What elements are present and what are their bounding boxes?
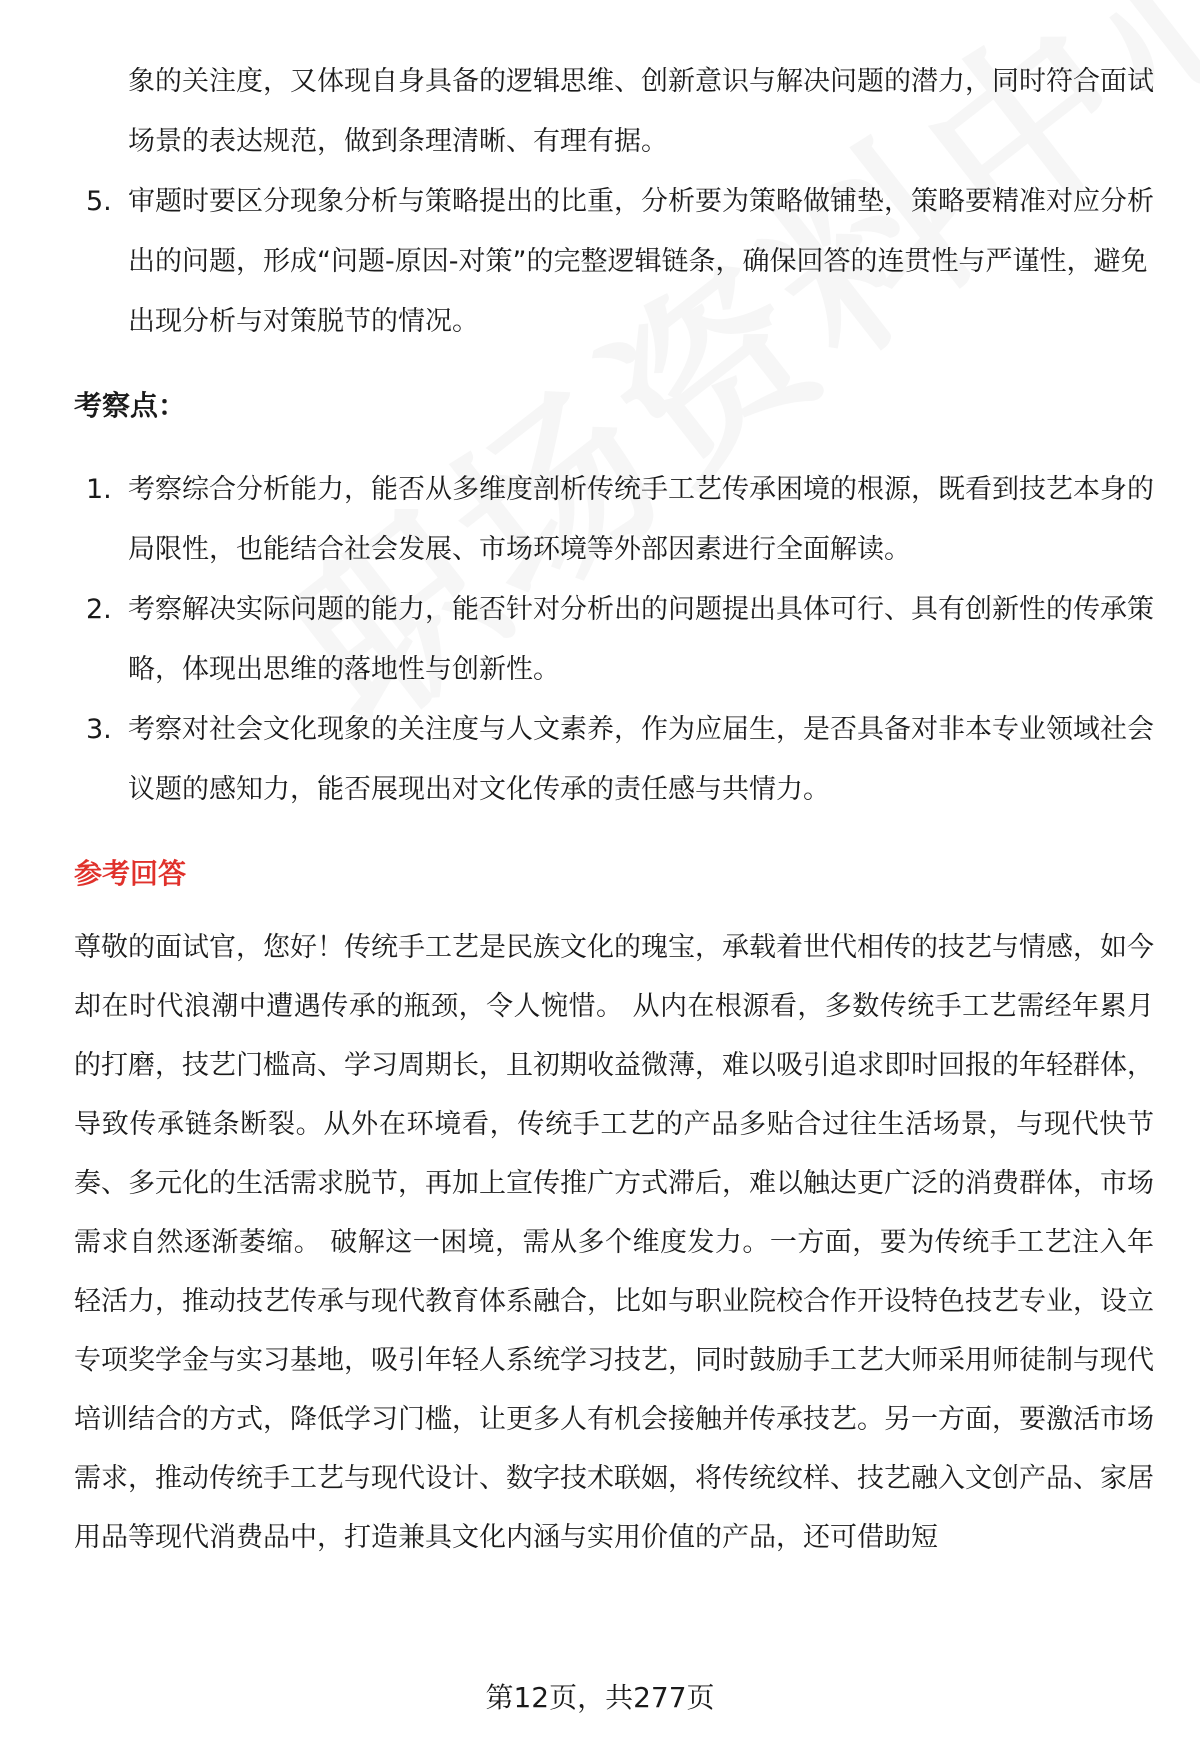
list-item xyxy=(74,52,1154,172)
list-item-text: 审题时要区分现象分析与策略提出的比重，分析要为策略做铺垫，策略要精准对应分析出的问题，形成“问题-原因-对策”的完整逻辑链条，确保回答的连贯性与严谨性，避免出现分析与对策脱节的情况。 xyxy=(128,186,1154,337)
list-item xyxy=(74,700,1154,820)
list-item-text: 考察对社会文化现象的关注度与人文素养，作为应届生，是否具备对非本专业领域社会议题的感知力，能否展现出对文化传承的责任感与共情力。 xyxy=(128,714,1154,805)
exam-points-heading: 考察点： xyxy=(74,389,187,422)
list-item-text: 考察综合分析能力，能否从多维度剖析传统手工艺传承困境的根源，既看到技艺本身的局限性，也能结合社会发展、市场环境等外部因素进行全面解读。 xyxy=(128,474,1154,565)
list-item-text: 考察解决实际问题的能力，能否针对分析出的问题提出具体可行、具有创新性的传承策略，体现出思维的落地性与创新性。 xyxy=(128,594,1154,685)
page-content xyxy=(74,52,1154,1567)
guideline-list xyxy=(74,52,1154,352)
list-number: 3. xyxy=(86,714,112,745)
list-item xyxy=(74,172,1154,352)
list-item xyxy=(74,580,1154,700)
list-number: 1. xyxy=(86,474,112,505)
reference-answer-heading: 参考回答 xyxy=(74,857,187,890)
list-number: 5. xyxy=(86,186,112,217)
page-number-footer: 第12页，共277页 xyxy=(485,1681,715,1714)
exam-points-list xyxy=(74,460,1154,820)
list-item-text: 象的关注度，又体现自身具备的逻辑思维、创新意识与解决问题的潜力，同时符合面试场景的表达规范，做到条理清晰、有理有据。 xyxy=(128,66,1154,157)
list-item xyxy=(74,460,1154,580)
list-number: 2. xyxy=(86,594,112,625)
reference-answer-body: 尊敬的面试官，您好！传统手工艺是民族文化的瑰宝，承载着世代相传的技艺与情感，如今却在时代浪潮中遭遇传承的瓶颈，令人惋惜。 从内在根源看，多数传统手工艺需经年累月的打磨，技艺门槛高、学习周期长，且初期收益微薄，难以吸引追求即时回报的年轻群体，导致传承链条断裂。从外在环境看，传统手工艺的产品多贴合过往生活场景，与现代快节奏、多元化的生活需求脱节，再加上宣传推广方式滞后，难以触达更广泛的消费群体，市场需求自然逐渐萎缩。 破解这一困境，需从多个维度发力。一方面，要为传统手工艺注入年轻活力，推动技艺传承与现代教育体系融合，比如与职业院校合作开设特色技艺专业，设立专项奖学金与实习基地，吸引年轻人系统学习技艺，同时鼓励手工艺大师采用师徒制与现代培训结合的方式，降低学习门槛，让更多人有机会接触并传承技艺。另一方面，要激活市场需求，推动传统手工艺与现代设计、数字技术联姻，将传统纹样、技艺融入文创产品、家居用品等现代消费品中，打造兼具文化内涵与实用价值的产品，还可借助短 xyxy=(74,932,1154,1553)
